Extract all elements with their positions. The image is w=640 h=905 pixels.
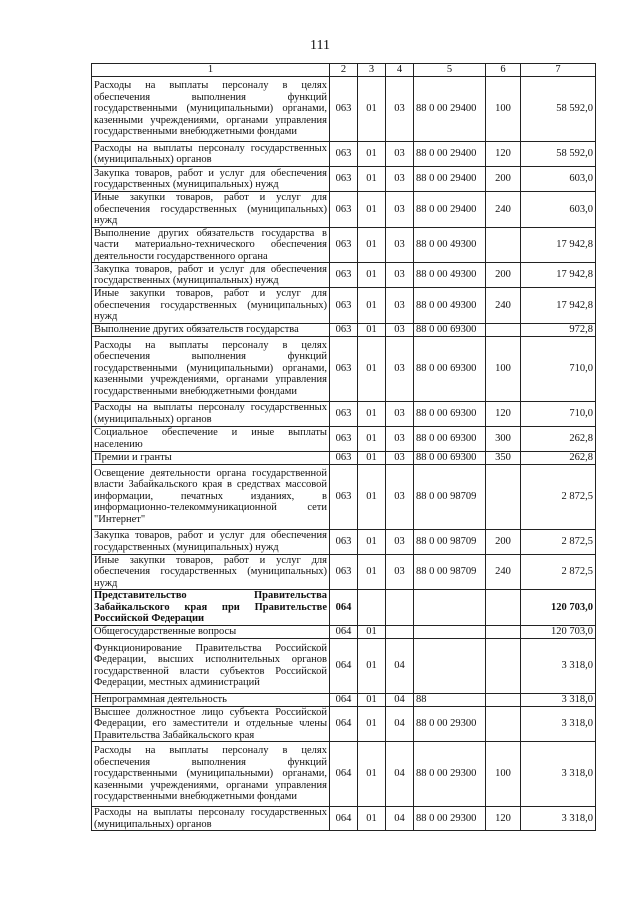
budget-table (91, 63, 596, 831)
row-amount: 710,0 (521, 401, 596, 426)
row-name: Общегосударственные вопросы (92, 625, 330, 638)
row-amount: 2 872,5 (521, 554, 596, 590)
header-cell: 4 (386, 64, 414, 77)
row-ved-code: 064 (330, 706, 358, 742)
table-row (92, 401, 596, 426)
row-expense-type: 240 (486, 554, 521, 590)
row-name: Высшее должностное лицо субъекта Российской Федерации, его заместители и отдельные члены Правительства Забайкальского края (92, 706, 330, 742)
row-subsection-code: 04 (386, 742, 414, 807)
row-expense-type: 200 (486, 263, 521, 288)
row-amount: 972,8 (521, 323, 596, 336)
row-target-article: 88 0 00 29400 (414, 77, 486, 142)
row-name: Закупка товаров, работ и услуг для обеспечения государственных (муниципальных) нужд (92, 529, 330, 554)
row-section-code: 01 (358, 263, 386, 288)
row-target-article: 88 (414, 693, 486, 706)
row-section-code: 01 (358, 426, 386, 451)
row-ved-code: 063 (330, 401, 358, 426)
row-section-code: 01 (358, 192, 386, 228)
row-name: Функционирование Правительства Российской Федерации, высших исполнительных органов государственной власти субъектов Российской Федерации, местных администраций (92, 638, 330, 693)
row-name: Социальное обеспечение и иные выплаты населению (92, 426, 330, 451)
header-cell: 5 (414, 64, 486, 77)
row-name: Премии и гранты (92, 451, 330, 464)
row-name: Освещение деятельности органа государственной власти Забайкальского края в средствах массовой информации, печатных изданиях, в информационно-телекоммуникационной сети "Интернет" (92, 464, 330, 529)
row-amount: 262,8 (521, 451, 596, 464)
row-expense-type (486, 706, 521, 742)
row-subsection-code: 03 (386, 426, 414, 451)
row-ved-code: 063 (330, 227, 358, 263)
row-expense-type (486, 638, 521, 693)
row-target-article: 88 0 00 69300 (414, 426, 486, 451)
row-subsection-code: 03 (386, 451, 414, 464)
table-row (92, 693, 596, 706)
row-target-article (414, 590, 486, 626)
row-expense-type (486, 464, 521, 529)
row-name: Иные закупки товаров, работ и услуг для обеспечения государственных (муниципальных) нужд (92, 554, 330, 590)
row-name: Расходы на выплаты персоналу в целях обеспечения выполнения функций государственными (муниципальными) органами, казенными учреждениями, органами управления государственными внебюджетными фондами (92, 336, 330, 401)
row-ved-code: 064 (330, 742, 358, 807)
row-target-article: 88 0 00 49300 (414, 288, 486, 324)
row-expense-type: 350 (486, 451, 521, 464)
row-section-code: 01 (358, 288, 386, 324)
row-subsection-code: 03 (386, 192, 414, 228)
header-cell: 2 (330, 64, 358, 77)
row-ved-code: 063 (330, 336, 358, 401)
row-section-code: 01 (358, 227, 386, 263)
row-expense-type: 120 (486, 142, 521, 167)
row-expense-type (486, 590, 521, 626)
row-expense-type: 200 (486, 167, 521, 192)
row-ved-code: 063 (330, 192, 358, 228)
header-cell: 1 (92, 64, 330, 77)
row-amount: 710,0 (521, 336, 596, 401)
row-section-code: 01 (358, 693, 386, 706)
row-expense-type (486, 693, 521, 706)
table-row (92, 638, 596, 693)
row-name: Расходы на выплаты персоналу государственных (муниципальных) органов (92, 401, 330, 426)
row-section-code: 01 (358, 625, 386, 638)
row-ved-code: 064 (330, 807, 358, 831)
row-section-code: 01 (358, 529, 386, 554)
header-cell: 6 (486, 64, 521, 77)
row-amount: 120 703,0 (521, 625, 596, 638)
row-subsection-code: 03 (386, 288, 414, 324)
table-row (92, 706, 596, 742)
row-section-code: 01 (358, 554, 386, 590)
row-expense-type (486, 625, 521, 638)
row-ved-code: 063 (330, 77, 358, 142)
row-subsection-code: 03 (386, 554, 414, 590)
row-section-code: 01 (358, 464, 386, 529)
row-subsection-code: 03 (386, 263, 414, 288)
row-ved-code: 063 (330, 288, 358, 324)
table-row (92, 323, 596, 336)
row-amount: 3 318,0 (521, 807, 596, 831)
row-section-code: 01 (358, 323, 386, 336)
row-target-article: 88 0 00 98709 (414, 529, 486, 554)
row-name: Расходы на выплаты персоналу государственных (муниципальных) органов (92, 142, 330, 167)
row-ved-code: 063 (330, 451, 358, 464)
row-ved-code: 063 (330, 263, 358, 288)
row-name: Расходы на выплаты персоналу в целях обеспечения выполнения функций государственными (муниципальными) органами, казенными учреждениями, органами управления государственными внебюджетными фондами (92, 77, 330, 142)
row-target-article: 88 0 00 69300 (414, 451, 486, 464)
row-expense-type: 100 (486, 77, 521, 142)
row-subsection-code: 04 (386, 706, 414, 742)
row-amount: 58 592,0 (521, 77, 596, 142)
row-subsection-code: 03 (386, 464, 414, 529)
row-subsection-code: 03 (386, 77, 414, 142)
row-expense-type (486, 323, 521, 336)
row-section-code: 01 (358, 451, 386, 464)
table-row (92, 590, 596, 626)
row-amount: 3 318,0 (521, 706, 596, 742)
row-target-article: 88 0 00 49300 (414, 227, 486, 263)
row-ved-code: 064 (330, 638, 358, 693)
row-expense-type: 100 (486, 336, 521, 401)
table-row (92, 426, 596, 451)
row-ved-code: 063 (330, 464, 358, 529)
row-subsection-code: 03 (386, 142, 414, 167)
row-amount: 262,8 (521, 426, 596, 451)
row-name: Расходы на выплаты персоналу в целях обеспечения выполнения функций государственными (муниципальными) органами, казенными учреждениями, органами управления государственными внебюджетными фондами (92, 742, 330, 807)
row-ved-code: 063 (330, 323, 358, 336)
row-name: Расходы на выплаты персоналу государственных (муниципальных) органов (92, 807, 330, 831)
table-row (92, 742, 596, 807)
row-ved-code: 063 (330, 142, 358, 167)
row-expense-type: 240 (486, 192, 521, 228)
row-subsection-code: 03 (386, 323, 414, 336)
row-amount: 120 703,0 (521, 590, 596, 626)
row-ved-code: 064 (330, 693, 358, 706)
row-amount: 3 318,0 (521, 693, 596, 706)
row-target-article: 88 0 00 98709 (414, 464, 486, 529)
row-section-code: 01 (358, 742, 386, 807)
row-amount: 3 318,0 (521, 638, 596, 693)
table-row (92, 464, 596, 529)
row-section-code: 01 (358, 807, 386, 831)
row-ved-code: 063 (330, 167, 358, 192)
row-subsection-code (386, 625, 414, 638)
row-name: Закупка товаров, работ и услуг для обеспечения государственных (муниципальных) нужд (92, 263, 330, 288)
row-target-article (414, 625, 486, 638)
row-expense-type: 100 (486, 742, 521, 807)
row-amount: 58 592,0 (521, 142, 596, 167)
table-row (92, 554, 596, 590)
row-name: Представительство Правительства Забайкальского края при Правительстве Российской Федерации (92, 590, 330, 626)
row-ved-code: 063 (330, 529, 358, 554)
row-section-code: 01 (358, 77, 386, 142)
row-subsection-code: 03 (386, 167, 414, 192)
row-section-code (358, 590, 386, 626)
table-row (92, 451, 596, 464)
table-row (92, 288, 596, 324)
row-expense-type: 200 (486, 529, 521, 554)
row-subsection-code: 03 (386, 227, 414, 263)
row-amount: 3 318,0 (521, 742, 596, 807)
row-section-code: 01 (358, 336, 386, 401)
row-target-article: 88 0 00 29300 (414, 807, 486, 831)
row-expense-type: 240 (486, 288, 521, 324)
row-expense-type: 120 (486, 807, 521, 831)
table-row (92, 336, 596, 401)
row-amount: 2 872,5 (521, 529, 596, 554)
row-section-code: 01 (358, 638, 386, 693)
row-amount: 603,0 (521, 167, 596, 192)
row-subsection-code: 04 (386, 807, 414, 831)
row-amount: 603,0 (521, 192, 596, 228)
row-name: Иные закупки товаров, работ и услуг для обеспечения государственных (муниципальных) нужд (92, 288, 330, 324)
row-target-article: 88 0 00 29300 (414, 706, 486, 742)
table-row (92, 227, 596, 263)
row-amount: 2 872,5 (521, 464, 596, 529)
table-row (92, 77, 596, 142)
row-subsection-code: 03 (386, 401, 414, 426)
row-section-code: 01 (358, 706, 386, 742)
row-name: Закупка товаров, работ и услуг для обеспечения государственных (муниципальных) нужд (92, 167, 330, 192)
header-cell: 3 (358, 64, 386, 77)
table-row (92, 142, 596, 167)
row-ved-code: 064 (330, 625, 358, 638)
page-number: 111 (310, 38, 330, 53)
row-target-article: 88 0 00 69300 (414, 401, 486, 426)
row-section-code: 01 (358, 167, 386, 192)
row-ved-code: 063 (330, 554, 358, 590)
row-target-article: 88 0 00 29400 (414, 142, 486, 167)
table-row (92, 529, 596, 554)
table-row (92, 167, 596, 192)
row-target-article: 88 0 00 29400 (414, 192, 486, 228)
row-amount: 17 942,8 (521, 227, 596, 263)
row-subsection-code: 04 (386, 693, 414, 706)
row-target-article: 88 0 00 49300 (414, 263, 486, 288)
row-expense-type: 120 (486, 401, 521, 426)
row-amount: 17 942,8 (521, 288, 596, 324)
row-section-code: 01 (358, 401, 386, 426)
row-amount: 17 942,8 (521, 263, 596, 288)
row-subsection-code (386, 590, 414, 626)
row-target-article: 88 0 00 69300 (414, 323, 486, 336)
row-name: Выполнение других обязательств государства в части материально-технического обеспечения деятельности государственного органа (92, 227, 330, 263)
table-row (92, 263, 596, 288)
row-subsection-code: 03 (386, 336, 414, 401)
row-name: Иные закупки товаров, работ и услуг для обеспечения государственных (муниципальных) нужд (92, 192, 330, 228)
header-cell: 7 (521, 64, 596, 77)
table-row (92, 625, 596, 638)
row-section-code: 01 (358, 142, 386, 167)
table-header-row (92, 64, 596, 77)
row-subsection-code: 04 (386, 638, 414, 693)
row-target-article: 88 0 00 29300 (414, 742, 486, 807)
row-subsection-code: 03 (386, 529, 414, 554)
table-row (92, 192, 596, 228)
row-target-article: 88 0 00 69300 (414, 336, 486, 401)
row-target-article: 88 0 00 29400 (414, 167, 486, 192)
row-name: Непрограммная деятельность (92, 693, 330, 706)
row-expense-type (486, 227, 521, 263)
table-row (92, 807, 596, 831)
row-ved-code: 063 (330, 426, 358, 451)
row-name: Выполнение других обязательств государства (92, 323, 330, 336)
row-ved-code: 064 (330, 590, 358, 626)
row-target-article (414, 638, 486, 693)
row-expense-type: 300 (486, 426, 521, 451)
row-target-article: 88 0 00 98709 (414, 554, 486, 590)
